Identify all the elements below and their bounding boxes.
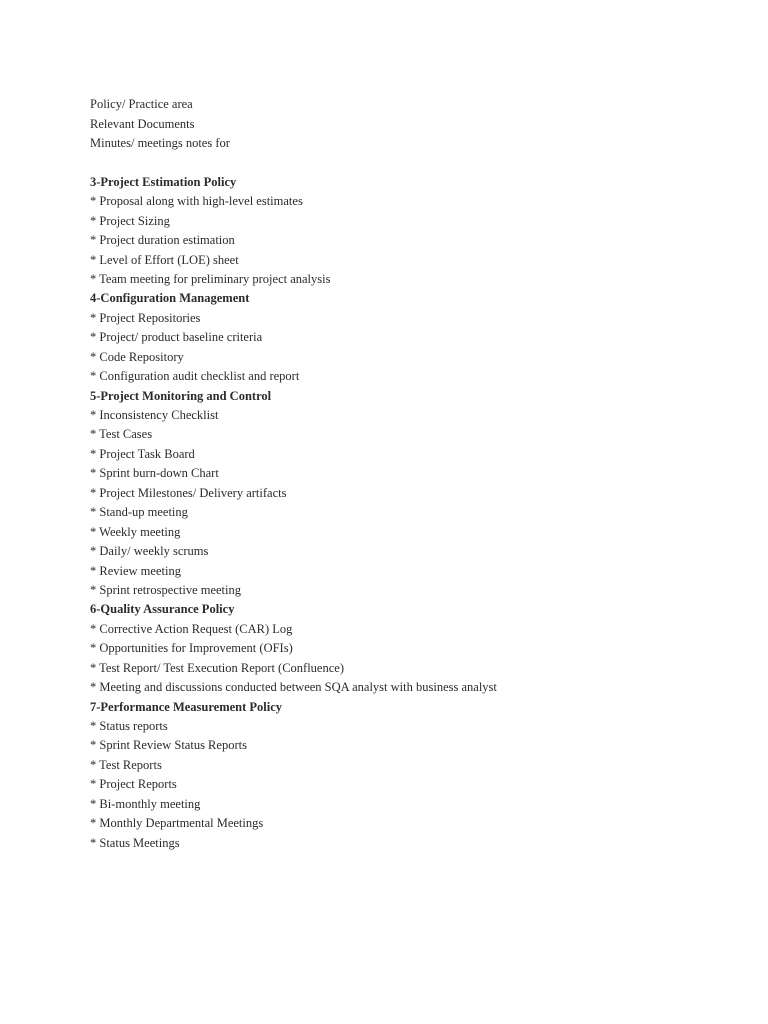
list-item: * Test Cases [90, 427, 153, 442]
section-project-estimation [90, 173, 730, 290]
list-item: * Inconsistency Checklist [90, 408, 219, 423]
header-line-minutes-meetings-notes: Minutes/ meetings notes for [90, 136, 230, 151]
list-item: * Project duration estimation [90, 233, 235, 248]
list-item: * Opportunities for Improvement (OFIs) [90, 641, 293, 656]
list-item: * Weekly meeting [90, 524, 181, 539]
list-item: * Corrective Action Request (CAR) Log [90, 621, 293, 636]
list-item: * Meeting and discussions conducted between SQA analyst with business analyst [90, 680, 497, 695]
list-item: * Test Report/ Test Execution Report (Confluence) [90, 660, 344, 675]
list-item: * Review meeting [90, 563, 181, 578]
list-item: * Sprint retrospective meeting [90, 582, 242, 597]
list-item: * Daily/ weekly scrums [90, 544, 209, 559]
list-item: * Project Task Board [90, 446, 195, 461]
list-item: * Project Reports [90, 777, 177, 792]
list-item: * Proposal along with high-level estimates [90, 194, 303, 209]
header-line-policy-practice-area: Policy/ Practice area [90, 97, 193, 111]
list-item: * Bi-monthly meeting [90, 796, 201, 811]
list-item: * Sprint burn-down Chart [90, 466, 219, 481]
list-item: * Project Sizing [90, 213, 170, 228]
section-performance-measurement [90, 698, 730, 854]
list-item: * Stand-up meeting [90, 505, 188, 520]
list-item: * Monthly Departmental Meetings [90, 816, 264, 831]
list-item: * Test Reports [90, 757, 162, 772]
header-line-relevant-documents: Relevant Documents [90, 116, 195, 131]
section-project-monitoring-control [90, 387, 730, 601]
section-quality-assurance [90, 600, 730, 697]
list-item: * Status reports [90, 719, 168, 734]
list-item: * Sprint Review Status Reports [90, 738, 247, 753]
list-item: * Status Meetings [90, 835, 180, 850]
section-title: 6-Quality Assurance Policy [90, 602, 235, 617]
section-title: 7-Performance Measurement Policy [90, 699, 283, 714]
list-item: * Project Repositories [90, 310, 201, 325]
list-item: * Configuration audit checklist and report [90, 369, 300, 384]
spacer [90, 154, 730, 173]
header-block [90, 95, 730, 154]
list-item: * Project Milestones/ Delivery artifacts [90, 485, 287, 500]
list-item: * Project/ product baseline criteria [90, 330, 263, 345]
section-configuration-management [90, 289, 730, 386]
section-title: 4-Configuration Management [90, 291, 250, 306]
list-item: * Code Repository [90, 349, 184, 364]
list-item: * Team meeting for preliminary project analysis [90, 271, 331, 286]
section-title: 3-Project Estimation Policy [90, 174, 237, 189]
document-page [90, 95, 730, 853]
list-item: * Level of Effort (LOE) sheet [90, 252, 239, 267]
section-title: 5-Project Monitoring and Control [90, 388, 272, 403]
